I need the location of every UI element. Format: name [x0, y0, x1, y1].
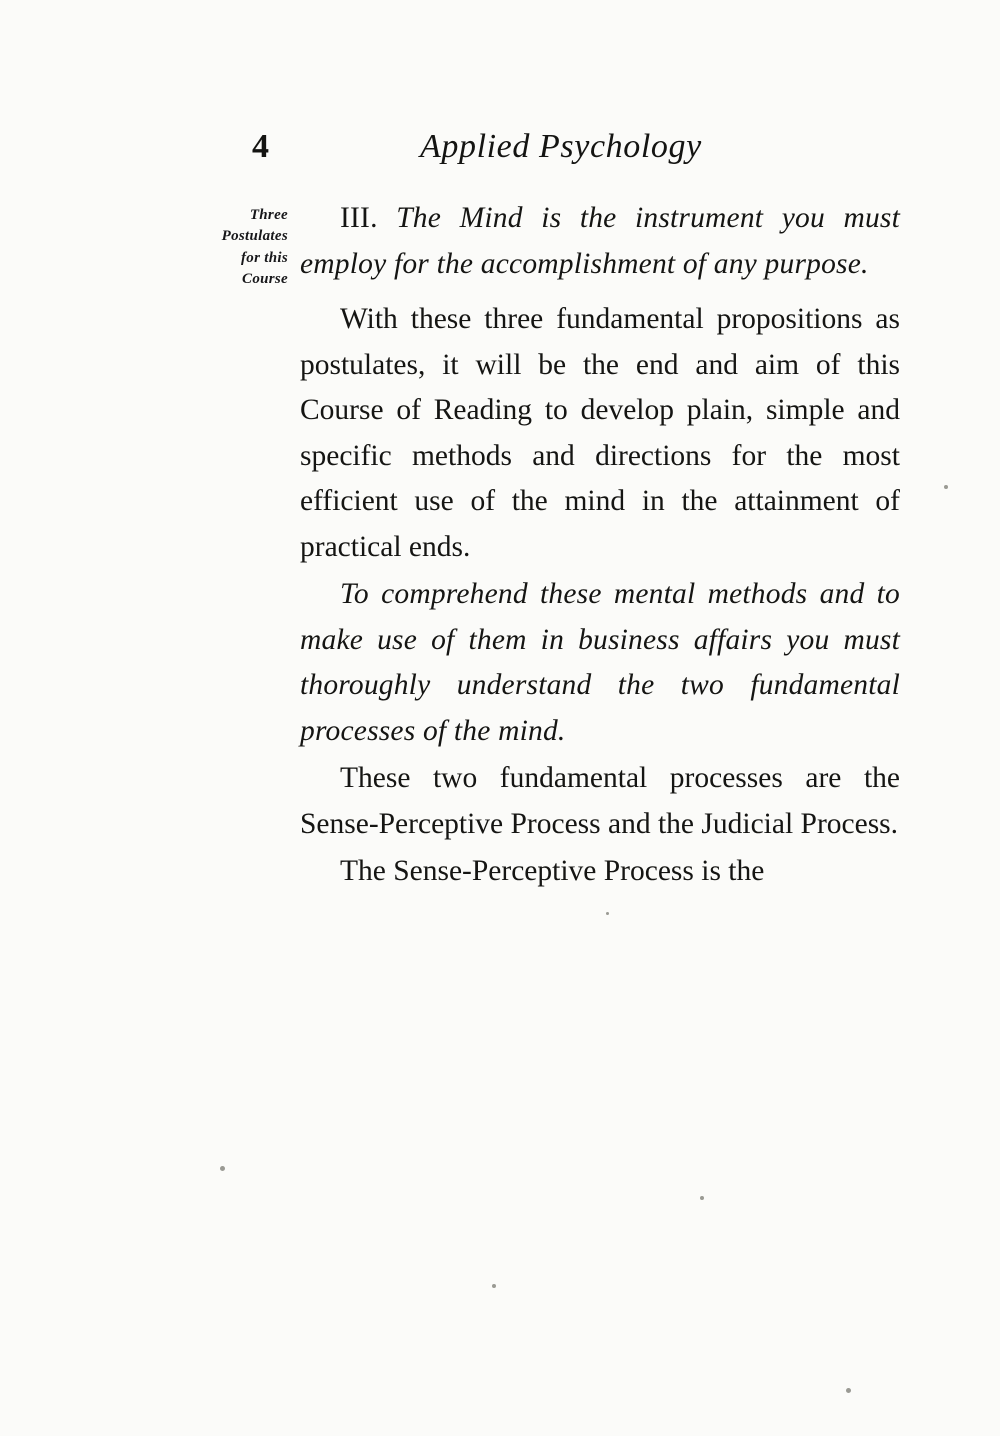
print-speck [944, 485, 948, 489]
running-head-title: Applied Psychology [420, 128, 702, 165]
postulate-text: The Mind is the instrument you must employ for the accomplishment of any purpose. [300, 202, 900, 280]
paragraph-postulate-three [300, 196, 900, 287]
print-speck [606, 912, 609, 915]
margin-note-line-2: Postulates [221, 228, 288, 245]
margin-note-line-4: Course [242, 270, 288, 287]
paragraph-with-these-three: With these three fundamental propositions as postulates, it will be the end and aim of this Course of Reading to develop plain, simple and specific methods and directions for the most efficient use of the mind in the attainment of practical ends. [300, 303, 900, 563]
paragraph-these-two: These two fundamental processes are the Sense-Perceptive Process and the Judicial Process. [300, 762, 900, 840]
body-text-column [300, 196, 900, 897]
print-speck [846, 1388, 851, 1393]
margin-note [148, 205, 288, 290]
print-speck [220, 1166, 225, 1171]
margin-note-line-3: for this [241, 249, 288, 266]
page-number: 4 [252, 128, 269, 165]
paragraph-to-comprehend: To comprehend these mental methods and to make use of them in business affairs you must thoroughly understand the two fundamental processes of the mind. [300, 578, 900, 747]
print-speck [700, 1196, 704, 1200]
margin-note-line-1: Three [249, 207, 288, 223]
print-speck [492, 1284, 496, 1288]
postulate-numeral: III. [340, 202, 378, 234]
paragraph-sense-perceptive: The Sense-Perceptive Process is the [340, 855, 765, 887]
